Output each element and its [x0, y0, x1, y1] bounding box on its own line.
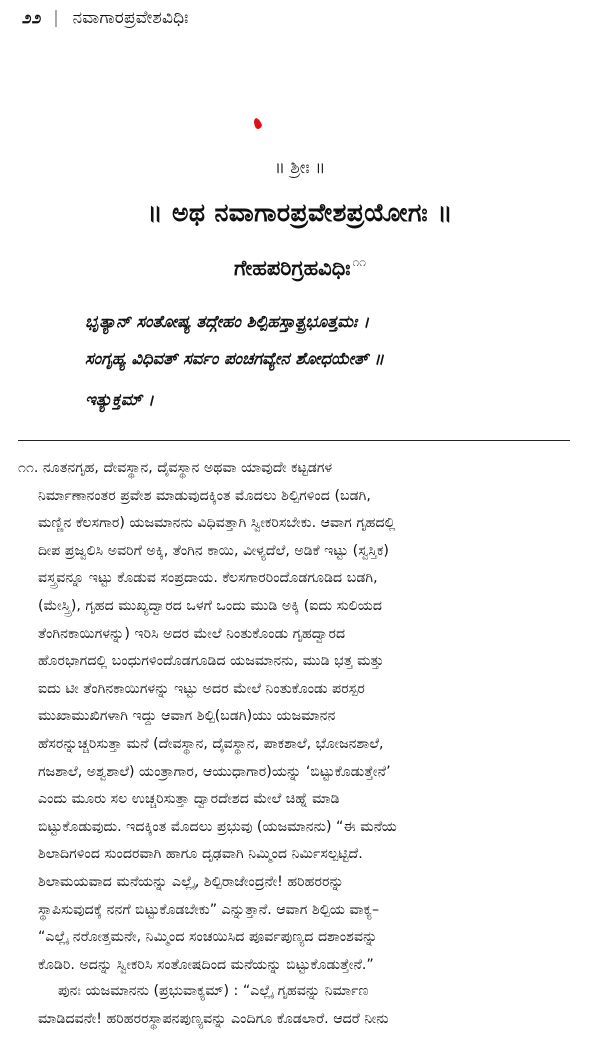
footnote-line: ಮುಖಾಮುಖಿಗಳಾಗಿ ಇದ್ದು ಆವಾಗ ಶಿಲ್ಪಿ(ಬಡಗಿ)ಯು ಯಜಮಾನನ	[38, 708, 336, 725]
verse-line-3: ಇತ್ಯುಕ್ತಮ್ ।	[85, 390, 154, 409]
footnote-line: ಗಜಶಾಲೆ, ಅಶ್ವಶಾಲೆ) ಯಂತ್ರಾಗಾರ, ಆಯುಧಾಗಾರ)ಯನ್ನು ‘ಬಿಟ್ಟುಕೊಡುತ್ತೇನೆ’	[38, 763, 391, 780]
footnote-line: (ಮೇಸ್ತ್ರಿ), ಗೃಹದ ಮುಖ್ಯದ್ವಾರದ ಒಳಗೆ ಒಂದು ಮುಡಿ ಅಕ್ಕಿ (ಐದು ಸುಲಿಯದ	[38, 597, 383, 614]
footnote-line: ವಸ್ತ್ರವನ್ನೂ ಇಟ್ಟು ಕೊಡುವ ಸಂಪ್ರದಾಯ. ಕೆಲಸಗಾರರಿಂದೊಡಗೂಡಿದ ಬಡಗಿ,	[38, 570, 378, 587]
footnote-line: ಎಂದು ಮೂರು ಸಲ ಉಚ್ಚರಿಸುತ್ತಾ ದ್ವಾರದೇಶದ ಮೇಲೆ ಚಿಹ್ನೆ ಮಾಡಿ	[38, 791, 340, 808]
footnote-line: ಮಾಡಿದವನೇ! ಹರಿಹರರಸ್ಥಾಪನಪುಣ್ಯವನ್ನು ಎಂದಿಗೂ ಕೊಡಲಾರೆ. ಆದರೆ ನೀನು	[38, 1010, 389, 1027]
verse-line-1: ಭೃತ್ಯಾನ್ ಸಂತೋಷ್ಯ ತದ್ಗೇಹಂ ಶಿಲ್ಪಿಹಸ್ತಾತ್ಪ್ರಭೂತ್ತಮಃ ।	[85, 312, 370, 331]
footnote-line: ಬಿಟ್ಟುಕೊಡುವುದು. ಇದಕ್ಕಿಂತ ಮೊದಲು ಪ್ರಭುವು (ಯಜಮಾನನು) “ಈ ಮನೆಯ	[38, 818, 397, 835]
footnote-line: ಹೊರಭಾಗದಲ್ಲಿ ಬಂಧುಗಳಿಂದೊಡಗೂಡಿದ ಯಜಮಾನನು, ಮುಡಿ ಭತ್ತ ಮತ್ತು	[38, 653, 384, 670]
footnote	[18, 455, 578, 979]
footnote-line: ಪುನಃ ಯಜಮಾನನು (ಪ್ರಭುವಾಕ್ಯಮ್) : “ಎಲ್ಲೈ ಗೃಹವನ್ನು ನಿರ್ಮಾಣ	[58, 983, 369, 999]
page-title: ॥ ಅಥ ನವಾಗಾರಪ್ರವೇಶಪ್ರಯೋಗಃ ॥	[147, 198, 453, 227]
footnote-line: ದೀಪ ಪ್ರಜ್ವಲಿಸಿ ಅವರಿಗೆ ಅಕ್ಕಿ, ತೆಂಗಿನ ಕಾಯಿ, ವೀಳ್ಯದೆಲೆ, ಅಡಿಕೆ ಇಟ್ಟು (ಸ್ವಸ್ತಿಕ)	[38, 542, 389, 559]
footnote-line: ನಿರ್ಮಾಣಾನಂತರ ಪ್ರವೇಶ ಮಾಡುವುದಕ್ಕಿಂತ ಮೊದಲು ಶಿಲ್ಪಿಗಳಿಂದ (ಬಡಗಿ,	[38, 487, 371, 504]
footnote-continuation	[38, 978, 578, 1033]
footnote-marker: ೧೧	[352, 255, 366, 269]
footnote-line: ಶಿಲಾಮಯವಾದ ಮನೆಯನ್ನು ಎಲ್ಲೈ, ಶಿಲ್ಪಿರಾಜೇಂದ್ರನೇ! ಹರಿಹರರನ್ನು	[38, 873, 344, 890]
footnote-line: ಐದು ಟೀ ತೆಂಗಿನಕಾಯಿಗಳನ್ನು ಇಟ್ಟು ಅದರ ಮೇಲೆ ನಿಂತುಕೊಂಡು ಪರಸ್ಪರ	[38, 680, 365, 697]
footnote-line: ಕೊಡಿರಿ. ಅದನ್ನು ಸ್ವೀಕರಿಸಿ ಸಂತೋಷದಿಂದ ಮನೆಯನ್ನು ಬಿಟ್ಟುಕೊಡುತ್ತೇನೆ.”	[38, 956, 374, 973]
section-subtitle	[0, 255, 600, 281]
running-head	[22, 8, 189, 28]
footnote-divider	[18, 440, 570, 441]
invocation: ॥ ಶ್ರೀಃ ॥	[274, 158, 326, 178]
footnote-line: ಶಿಲಾದಿಗಳಿಂದ ಸುಂದರವಾಗಿ ಹಾಗೂ ದೃಢವಾಗಿ ನಿಮ್ಮಿಂದ ನಿರ್ಮಿಸಲ್ಪಟ್ಟಿದೆ.	[38, 846, 363, 863]
verse-line-2: ಸಂಗೃಹ್ಯ ವಿಧಿವತ್ ಸರ್ವಂ ಪಂಚಗವ್ಯೇನ ಶೋಧಯೇತ್ ॥	[85, 349, 384, 368]
footnote-line: ಸ್ಥಾಪಿಸುವುದಕ್ಕೆ ನನಗೆ ಬಿಟ್ಟುಕೊಡಬೇಕು” ಎನ್ನುತ್ತಾನೆ. ಆವಾಗ ಶಿಲ್ಪಿಯ ವಾಕ್ಯ–	[38, 901, 380, 918]
page-number: ೨೨	[22, 8, 42, 28]
running-title: ನವಾಗಾರಪ್ರವೇಶವಿಧಿಃ	[72, 8, 189, 28]
header-separator: |	[53, 8, 59, 28]
footnote-line: ತೆಂಗಿನಕಾಯಿಗಳನ್ನು) ಇರಿಸಿ ಅದರ ಮೇಲೆ ನಿಂತುಕೊಂಡು ಗೃಹದ್ವಾರದ	[38, 625, 346, 642]
footnote-line: ಮಣ್ಣಿನ ಕೆಲಸಗಾರ) ಯಜಮಾನನು ವಿಧಿವತ್ತಾಗಿ ಸ್ವೀಕರಿಸಬೇಕು. ಆವಾಗ ಗೃಹದಲ್ಲಿ	[38, 515, 396, 532]
red-ink-mark	[252, 117, 263, 130]
subtitle-text: ಗೇಹಪರಿಗ್ರಹವಿಧಿಃ	[234, 256, 351, 280]
footnote-line: ಹೆಸರನ್ನುಚ್ಚರಿಸುತ್ತಾ ಮನೆ (ದೇವಸ್ಥಾನ, ದೈವಸ್ಥಾನ, ಪಾಕಶಾಲೆ, ಭೋಜನಶಾಲೆ,	[38, 735, 384, 752]
footnote-line: ೧೧. ನೂತನಗೃಹ, ದೇವಸ್ಥಾನ, ದೈವಸ್ಥಾನ ಅಥವಾ ಯಾವುದೇ ಕಟ್ಟಡಗಳ	[18, 460, 333, 476]
footnote-line: “ಎಲ್ಲೈ ನರೋತ್ತಮನೇ, ನಿಮ್ಮಿಂದ ಸಂಚಯಿಸಿದ ಪೂರ್ವಪುಣ್ಯದ ದಶಾಂಶವನ್ನು	[38, 929, 378, 946]
